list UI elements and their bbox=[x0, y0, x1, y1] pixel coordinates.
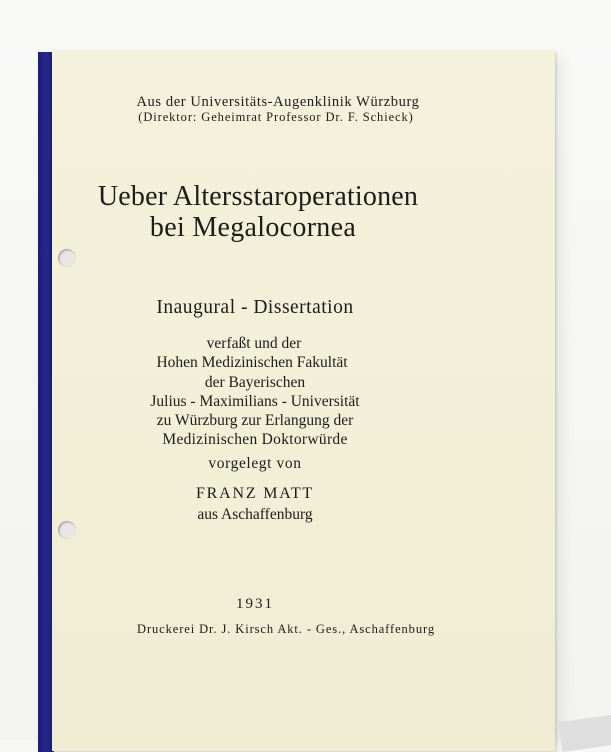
title-line-1: Ueber Altersstaroperationen bbox=[97, 181, 419, 212]
institution-line: Aus der Universitäts-Augenklinik Würzburg bbox=[136, 94, 420, 110]
director-line: (Direktor: Geheimrat Professor Dr. F. Schieck) bbox=[138, 110, 414, 124]
body-line: zu Würzburg zur Erlangung der bbox=[156, 412, 354, 429]
dissertation-label: Inaugural - Dissertation bbox=[156, 297, 354, 318]
body-line: Medizinischen Doktorwürde bbox=[162, 431, 348, 448]
body-line: der Bayerischen bbox=[204, 374, 306, 391]
punch-hole-upper bbox=[58, 249, 76, 267]
author-origin: aus Aschaffenburg bbox=[197, 506, 313, 523]
printer-line: Druckerei Dr. J. Kirsch Akt. - Ges., Aschaffenburg bbox=[137, 622, 435, 636]
publication-year: 1931 bbox=[236, 596, 274, 612]
body-line: verfaßt und der bbox=[206, 335, 302, 352]
title-line-2: bei Megalocornea bbox=[149, 212, 357, 243]
body-line: vorgelegt von bbox=[208, 455, 302, 472]
body-line: Hohen Medizinischen Fakultät bbox=[156, 354, 348, 371]
body-line: Julius - Maximilians - Universität bbox=[150, 393, 360, 410]
author-name: FRANZ MATT bbox=[195, 485, 314, 502]
